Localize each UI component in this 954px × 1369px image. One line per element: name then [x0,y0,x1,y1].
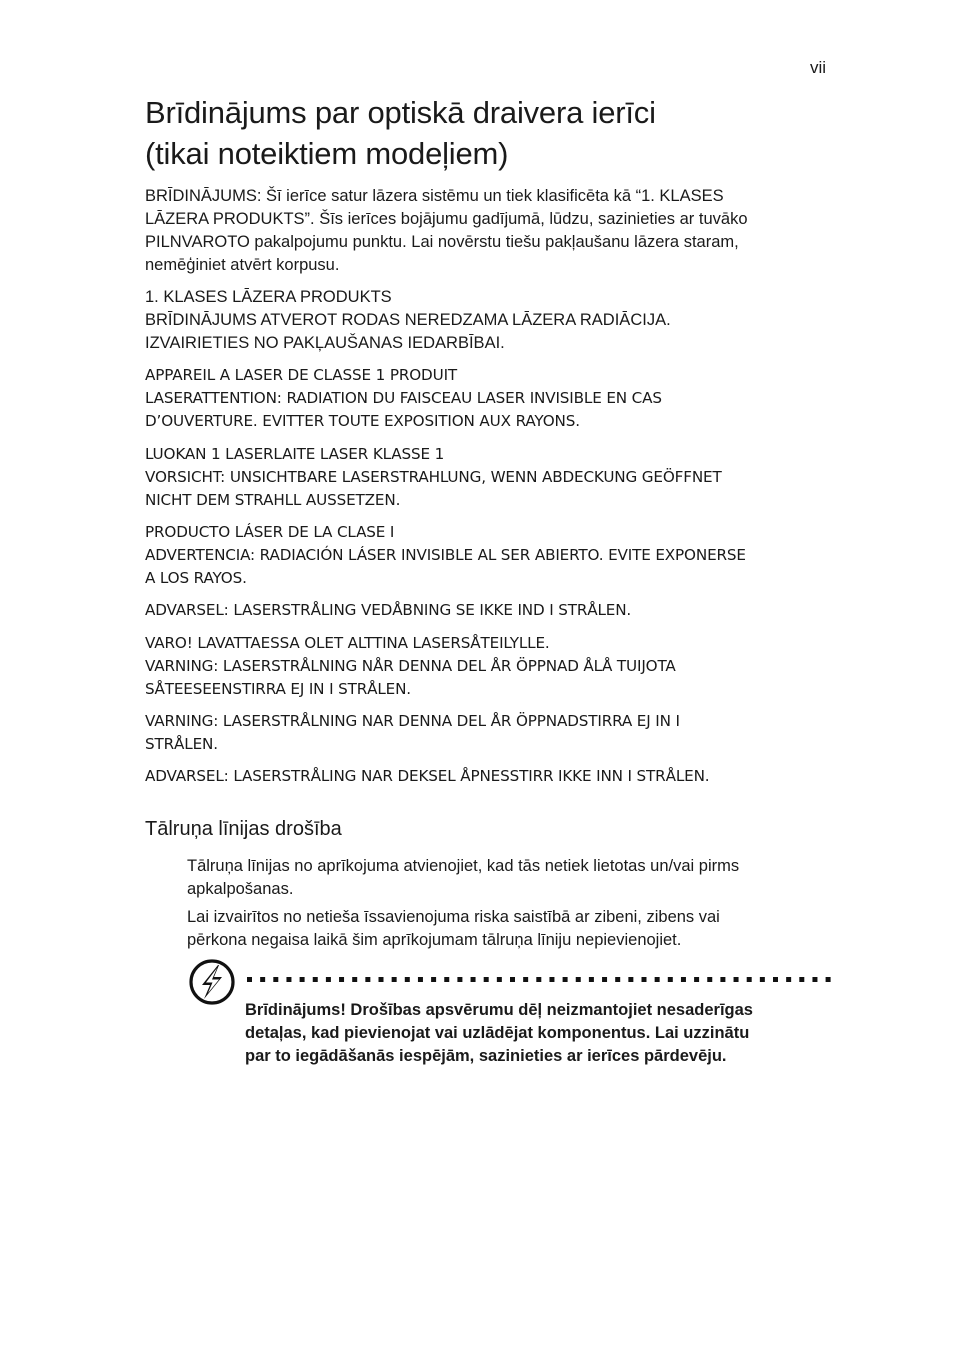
section-heading-phone-safety: Tālruņa līnijas drošība [145,818,342,840]
text-line: 1. KLASES LĀZERA PRODUKTS [145,288,392,306]
laser-class-norwegian [145,765,840,788]
text-line: LASERATTENTION: RADIATION DU FAISCEAU LASER INVISIBLE EN CAS [145,389,662,407]
page-title-line: (tikai noteiktiem modeļiem) [145,136,509,171]
text-line: par to iegādāšanās iespējām, sazinieties ar ierīces pārdevēju. [245,1047,727,1065]
text-line: NICHT DEM STRAHLL AUSSETZEN. [145,491,401,509]
text-line: A LOS RAYOS. [145,569,247,587]
laser-class-danish [145,599,840,622]
text-line: Tālruņa līnijas no aprīkojuma atvienojiet, kad tās netiek lietotas un/vai pirms [187,857,740,875]
text-line: ADVERTENCIA: RADIACIÓN LÁSER INVISIBLE AL SER ABIERTO. EVITE EXPONERSE [145,546,746,564]
page-title-line: Brīdinājums par optiskā draivera ierīci [145,95,656,130]
text-line: VARNING: LASERSTRÅLNING NAR DENNA DEL ÅR ÖPPNADSTIRRA EJ IN I [145,712,680,730]
text-line: Brīdinājums! Drošības apsvērumu dēļ neizmantojiet nesaderīgas [245,1001,753,1019]
laser-class-french [145,364,840,433]
text-line: nemēģiniet atvērt korpusu. [145,256,340,274]
text-line: IZVAIRIETIES NO PAKĻAUŠANAS IEDARBĪBAI. [145,334,505,352]
text-line: VARO! LAVATTAESSA OLET ALTTINA LASERSÅTEILYLLE. [145,634,550,652]
laser-class-spanish [145,521,840,590]
text-line: STRÅLEN. [145,735,218,753]
text-line: ADVARSEL: LASERSTRÅLING VEDÅBNING SE IKKE IND I STRÅLEN. [145,601,632,619]
text-line: Lai izvairītos no netieša īssavienojuma riska saistībā ar zibeni, zibens vai [187,908,720,926]
dotted-separator [245,976,833,983]
text-line: D’OUVERTURE. EVITTER TOUTE EXPOSITION AUX RAYONS. [145,412,580,430]
text-line: PRODUCTO LÁSER DE LA CLASE I [145,523,395,541]
text-line: VORSICHT: UNSICHTBARE LASERSTRAHLUNG, WENN ABDECKUNG GEÖFFNET [145,468,722,486]
text-line: BRĪDINĀJUMS ATVEROT RODAS NEREDZAMA LĀZERA RADIĀCIJA. [145,311,671,329]
lightning-warning-icon [188,958,236,1006]
text-line: BRĪDINĀJUMS: Šī ierīce satur lāzera sistēmu un tiek klasificēta kā “1. KLASES [145,187,724,205]
text-line: SÅTEESEENSTIRRA EJ IN I STRÅLEN. [145,680,411,698]
laser-class-finnish-swedish [145,632,840,701]
laser-class-latvian [145,286,840,355]
text-line: LUOKAN 1 LASERLAITE LASER KLASSE 1 [145,445,445,463]
page-title [145,92,835,174]
laser-class-german [145,443,840,512]
phone-safety-paragraph [187,855,837,901]
text-line: LĀZERA PRODUKTS”. Šīs ierīces bojājumu gadījumā, lūdzu, sazinieties ar tuvāko [145,210,748,228]
text-line: detaļas, kad pievienojat vai uzlādējat komponentus. Lai uzzinātu [245,1024,750,1042]
text-line: PILNVAROTO pakalpojumu punktu. Lai novērstu tiešu pakļaušanu lāzera staram, [145,233,739,251]
text-line: APPAREIL A LASER DE CLASSE 1 PRODUIT [145,366,458,384]
phone-safety-paragraph [187,906,837,952]
laser-class-swedish [145,710,840,756]
text-line: apkalpošanas. [187,880,294,898]
text-line: pērkona negaisa laikā šim aprīkojumam tālruņa līniju nepievienojiet. [187,931,682,949]
text-line: ADVARSEL: LASERSTRÅLING NAR DEKSEL ÅPNESSTIRR IKKE INN I STRÅLEN. [145,767,710,785]
page-number: vii [810,58,827,77]
text-line: VARNING: LASERSTRÅLNING NÅR DENNA DEL ÅR ÖPPNAD ÅLÅ TUIJOTA [145,657,676,675]
warning-note [245,999,835,1068]
laser-warning-paragraph [145,185,840,277]
